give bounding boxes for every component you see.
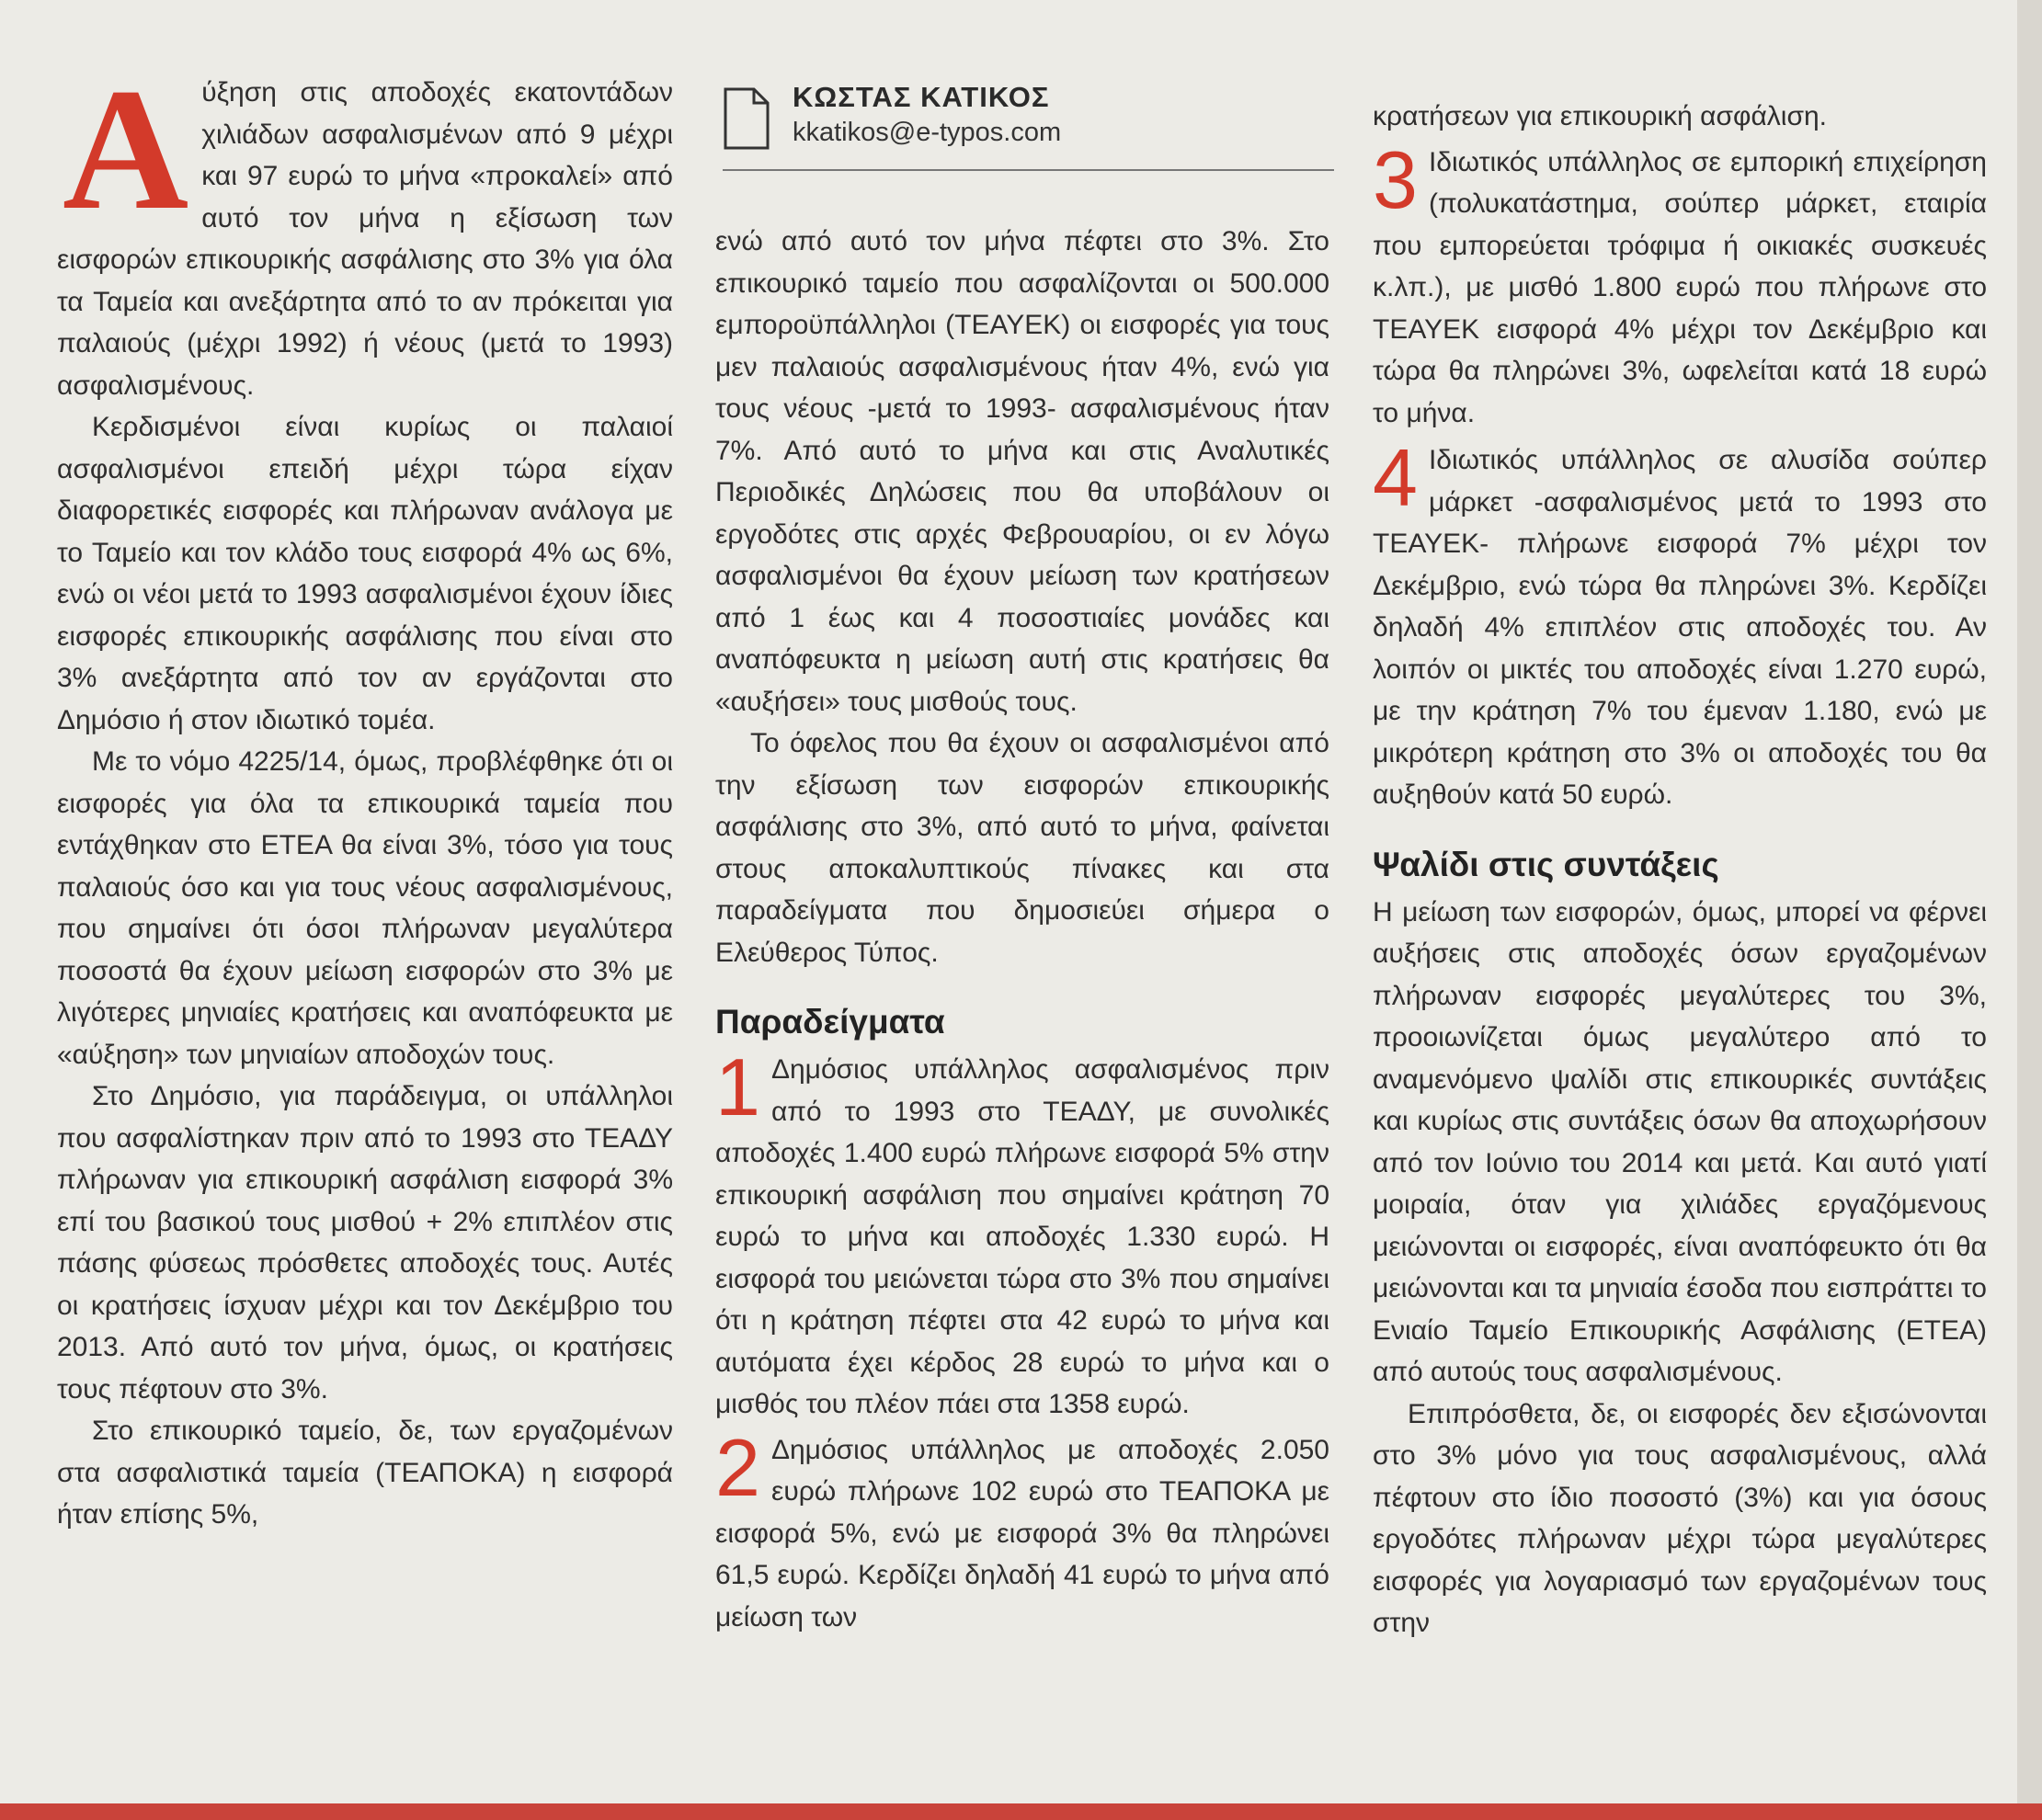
example-number: 2: [715, 1421, 760, 1513]
bottom-color-bar: [0, 1803, 2042, 1820]
paragraph-8: Η μείωση των εισφορών, όμως, μπορεί να φέρνει αυξήσεις στις αποδοχές όσων εργαζομένων πλήρωναν εισφορές μεγαλύτερες του 3%, προοιωνίζεται όμως μεγαλύτερο από το αναμενόμενο ψαλίδι στις επικουρικές συντάξεις και κυρίως στις συντάξεις όσων θα αποχωρήσουν από τον Ιούνιο του 2014 και μετά. Και αυτό γιατί μοιραία, όταν για χιλιάδες εργαζόμενους μειώνονται οι εισφορές, είναι αναπόφευκτο ότι θα μειώνονται και τα μηνιαία έσοδα που εισπράττει το Ενιαίο Ταμείο Επικουρικής Ασφάλισης (ΕΤΕΑ) από αυτούς τους ασφαλισμένους.: [1373, 896, 1987, 1387]
document-icon: [723, 86, 770, 155]
paragraph-9: Επιπρόσθετα, δε, οι εισφορές δεν εξισώνονται στο 3% μόνο για τους ασφαλισμένους, αλλά πέφτουν στο ίδιο ποσοστό (3%) και για όσους εργοδότες πλήρωναν μέχρι τώρα μεγαλύτερες εισφορές για λογαριασμό των εργαζομένων τους στην: [1373, 1398, 1987, 1638]
author-email[interactable]: kkatikos@e-typos.com: [793, 118, 1062, 147]
byline: [723, 81, 1334, 171]
example-2-continued: κρατήσεων για επικουρική ασφάλιση.: [1373, 101, 1828, 131]
paragraph-7: Το όφελος που θα έχουν οι ασφαλισμένοι από την εξίσωση των εισφορών επικουρικής ασφάλισης στο 3%, από αυτό το μήνα, φαίνεται στους αποκαλυπτικούς πίνακες και στα παραδείγματα που δημοσιεύει σήμερα ο Ελεύθερος Τύπος.: [715, 728, 1329, 968]
example-1: [715, 1041, 1329, 1426]
example-text: Δημόσιος υπάλληλος με αποδοχές 2.050 ευρώ πλήρωνε 102 ευρώ στο ΤΕΑΠΟΚΑ με εισφορά 5%, ενώ με εισφορά 3% θα πληρώνει 61,5 ευρώ. Κερδίζει δηλαδή 41 ευρώ το μήνα από μείωση των: [715, 1434, 1329, 1632]
examples-heading: Παραδείγματα: [715, 1003, 945, 1041]
example-3: [1373, 133, 1987, 435]
pensions-heading: Ψαλίδι στις συντάξεις: [1373, 845, 1719, 883]
example-4: [1373, 432, 1987, 816]
article-column-2: [715, 221, 1329, 1638]
paragraph-4: Στο Δημόσιο, για παράδειγμα, οι υπάλληλοι που ασφαλίστηκαν πριν από το 1993 στο ΤΕΑΔΥ πλήρωναν για επικουρική ασφάλιση εισφορά 3% επί του βασικού τους μισθού + 2% επιπλέον στις πάσης φύσεως πρόσθετες αποδοχές τους. Αυτές οι κρατήσεις ίσχυαν μέχρι και τον Δεκέμβριο του 2013. Από αυτό τον μήνα, όμως, οι κρατήσεις τους πέφτουν στο 3%.: [57, 1081, 673, 1405]
paragraph-6: ενώ από αυτό τον μήνα πέφτει στο 3%. Στο επικουρικό ταμείο που ασφαλίζονται οι 500.000 εμποροϋπάλληλοι (ΤΕΑΥΕΚ) οι εισφορές για τους μεν παλαιούς ασφαλισμένους ήταν 4%, ενώ για τους νέους -μετά το 1993- ασφαλισμένους ήταν 7%. Από αυτό το μήνα και στις Αναλυτικές Περιοδικές Δηλώσεις που θα υποβάλουν οι εργοδότες στις αρχές Φεβρουαρίου, οι εν λόγω ασφαλισμένοι θα έχουν μείωση των κρατήσεων από 1 έως και 4 ποσοστιαίες μονάδες και αναπόφευκτα η μείωση αυτή στις κρατήσεις θα «αυξήσει» τους μισθούς τους.: [715, 226, 1329, 717]
example-text: Ιδιωτικός υπάλληλος σε εμπορική επιχείρηση (πολυκατάστημα, σούπερ μάρκετ, εταιρία που εμπορεύεται τρόφιμα ή οικιακές συσκευές κ.λπ.), με μισθό 1.800 ευρώ που πλήρωνε στο ΤΕΑΥΕΚ εισφορά 4% μέχρι τον Δεκέμβριο και τώρα θα πληρώνει 3%, ωφελείται κατά 18 ευρώ το μήνα.: [1373, 146, 1987, 428]
drop-cap: Α: [63, 53, 189, 246]
page-edge: [2017, 0, 2042, 1803]
paragraph-3: Με το νόμο 4225/14, όμως, προβλέφθηκε ότι οι εισφορές για όλα τα επικουρικά ταμεία που εντάχθηκαν στο ΕΤΕΑ θα είναι 3%, τόσο για τους παλαιούς όσο και για τους νέους ασφαλισμένους, που σημαίνει ότι όσοι πλήρωναν μεγαλύτερα ποσοστά θα έχουν μείωση εισφορών στο 3% με λιγότερες μηνιαίες κρατήσεις και αναπόφευκτα με «αύξηση» των μηνιαίων αποδοχών τους.: [57, 746, 673, 1070]
example-number: 1: [715, 1041, 760, 1132]
example-text: Δημόσιος υπάλληλος ασφαλισμένος πριν από το 1993 στο ΤΕΑΔΥ, με συνολικές αποδοχές 1.400 ευρώ πλήρωνε εισφορά 5% στην επικουρική ασφάλιση που σημαίνει κράτηση 70 ευρώ το μήνα και αποδοχές 1.330 ευρώ. Η εισφορά του μειώνεται τώρα στο 3% που σημαίνει ότι η κράτηση πέφτει στα 42 ευρώ το μήνα και αυτόματα έχει κέρδος 28 ευρώ το μήνα και ο μισθός του πλέον πάει στα 1358 ευρώ.: [715, 1054, 1329, 1419]
paragraph-5: Στο επικουρικό ταμείο, δε, των εργαζομένων στα ασφαλιστικά ταμεία (ΤΕΑΠΟΚΑ) η εισφορά ήταν επίσης 5%,: [57, 1416, 673, 1530]
author-name: ΚΩΣΤΑΣ ΚΑΤΙΚΟΣ: [793, 81, 1050, 113]
paragraph-2: Κερδισμένοι είναι κυρίως οι παλαιοί ασφαλισμένοι επειδή μέχρι τώρα είχαν διαφορετικές εισφορές και πλήρωναν ανάλογα με το Ταμείο και τον κλάδο τους εισφορά 4% ως 6%, ενώ οι νέοι μετά το 1993 ασφαλισμένοι έχουν ίδιες εισφορές επικουρικής ασφάλισης που είναι στο 3% ανεξάρτητα από τον αν εργάζονται στο Δημόσιο ή στον ιδιωτικό τομέα.: [57, 412, 673, 735]
example-text: Ιδιωτικός υπάλληλος σε αλυσίδα σούπερ μάρκετ -ασφαλισμένος μετά το 1993 στο ΤΕΑΥΕΚ- πλήρωνε εισφορά 7% μέχρι τον Δεκέμβριο, ενώ τώρα θα πληρώνει 3%. Κερδίζει δηλαδή 4% επιπλέον στις αποδοχές του. Αν λοιπόν οι μικτές του αποδοχές είναι 1.270 ευρώ, με την κράτηση 7% του έμεναν 1.180, ενώ με μικρότερη κράτηση στο 3% οι αποδοχές του θα αυξηθούν κατά 50 ευρώ.: [1373, 445, 1987, 810]
headline-fragment: [0, 0, 2042, 37]
example-number: 4: [1373, 432, 1418, 523]
example-2: [715, 1421, 1329, 1639]
article-column-1: [57, 53, 673, 1536]
lead-paragraph: ύξηση στις αποδοχές εκατοντάδων χιλιάδων ασφαλισμένων από 9 μέχρι και 97 ευρώ το μήνα «προκαλεί» από αυτό τον μήνα η εξίσωση των εισφορών επικουρικής ασφάλισης στο 3% για όλα τα Ταμεία και ανεξάρτητα από το αν πρόκειται για παλαιούς (μέχρι 1992) ή νέους (μετά το 1993) ασφαλισμένους.: [57, 77, 673, 401]
example-number: 3: [1373, 133, 1418, 225]
article-column-3: [1373, 96, 1987, 1644]
